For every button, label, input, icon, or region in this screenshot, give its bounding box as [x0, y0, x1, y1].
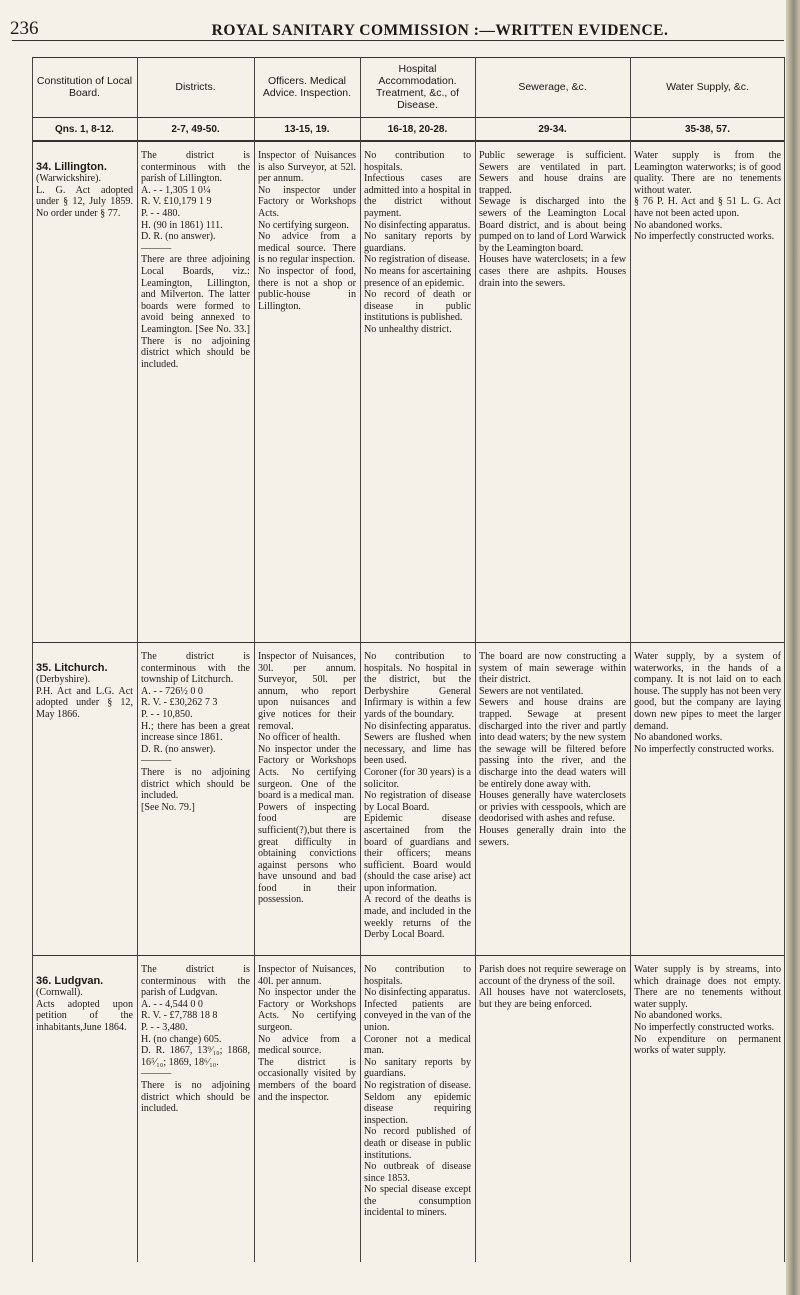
- ref-districts: 2-7, 49-50.: [171, 123, 220, 135]
- constitution-text: (Cornwall). Acts adopted upon petition of the inhabitants,June 1864.: [36, 987, 133, 1033]
- row-2-hospital: No contribution to hospitals. No hospital in the district, but the Derbyshire General Infirmary is within a few yards of the boundary. No disinfecting apparatus. Sewers are flushed when necessary, and lime has been used. Coroner (for 30 years) is a solicitor. No registration of disease by Local Board. Epidemic disease ascertained from the board of guardians and their officers; means sufficient. Board would (should the case arise) act upon information. A record of the deaths is made, and included in the weekly returns of the Derby Local Board.: [364, 651, 471, 941]
- running-title: ROYAL SANITARY COMMISSION :—WRITTEN EVIDENCE.: [211, 22, 669, 39]
- row-2-constitution: [32, 651, 137, 949]
- page-binding-edge: [786, 0, 800, 1295]
- rule-row-2: [32, 642, 785, 643]
- place-name: 34. Lillington.: [36, 160, 107, 173]
- row-2-officers: Inspector of Nuisances, 30l. per annum. Surveyor, 50l. per annum, who report upon nuisances and give notices for their removal. No officer of health. No inspector under the Factory or Workshops Acts. No certifying surgeon. One of the board is a medical man. Powers of inspecting food are sufficient(?),but there is great difficulty in obtaining convictions against persons who have unsound and bad food in their possession.: [258, 651, 356, 906]
- place-name: 35. Litchurch.: [36, 661, 108, 674]
- column-header-water: Water Supply, &c.: [666, 81, 749, 93]
- header-rule: [12, 40, 784, 41]
- column-header-officers: Officers. Medical Advice. Inspection.: [262, 75, 352, 99]
- row-3-officers: Inspector of Nuisances, 40l. per annum. No inspector under the Factory or Workshops Acts. No certifying surgeon. No advice from a medical source. The district is occasionally visited by members of the board and the inspector.: [258, 964, 356, 1103]
- column-header-sewerage: Sewerage, &c.: [518, 81, 587, 93]
- rule-under-headers: [32, 117, 785, 118]
- evidence-table: [32, 57, 785, 1262]
- row-3-constitution: [32, 964, 137, 1254]
- row-2-sewerage: The board are now constructing a system of main sewerage within their district. Sewers are not ventilated. Sewers and house drains are trapped. Sewage at present discharged into the river and partly into dead waters; by the new system the sewage will be filtered before passing into the river, and the discharge into the dead waters will be entirely done away with. Houses generally have waterclosets or privies with cesspools, which are deodorised with ashes and refuse. Houses generally drain into the sewers.: [479, 651, 626, 848]
- row-2-water: Water supply, by a system of waterworks, in the hands of a company. It is not laid on to each house. The supply has not been very good, but the company are laying down new pipes to meet the larger demand. No abandoned works. No imperfectly constructed works.: [634, 651, 781, 755]
- ref-hospital: 16-18, 20-28.: [387, 123, 448, 135]
- ref-constitution: Qns. 1, 8-12.: [55, 123, 114, 135]
- column-header-districts: Districts.: [175, 81, 216, 93]
- rule-top: [32, 57, 785, 58]
- row-3-districts: The district is conterminous with the parish of Ludgvan. A. - - 4,544 0 0 R. V. - £7,788 18 8 P. - - 3,480. H. (no change) 605. D. R. 1867, 13⁹⁄₁₀; 1868, 16⁵⁄₁₀; 1869, 18⁶⁄₁₀. ——— There is no adjoining district which should be included.: [141, 964, 250, 1115]
- rule-row-3: [32, 955, 785, 956]
- row-3-sewerage: Parish does not require sewerage on account of the dryness of the soil. All houses have not waterclosets, but they are being enforced.: [479, 964, 626, 1010]
- row-1-sewerage: Public sewerage is sufficient. Sewers are ventilated in part. Sewers and house drains are trapped. Sewage is discharged into the sewers of the Leamington Local Board district, and is about being pumped on to land of Lord Warwick by the Leamington board. Houses have waterclosets; in a few cases there are ashpits. Houses drain into the sewers.: [479, 150, 627, 289]
- column-header-constitution: Constitution of Local Board.: [36, 75, 133, 99]
- ref-officers: 13-15, 19.: [284, 123, 330, 135]
- row-3-water: Water supply is by streams, into which drainage does not empty. There are no tenements without water supply. No abandoned works. No imperfectly constructed works. No expenditure on permanent works of water supply.: [634, 964, 781, 1057]
- row-1-water: Water supply is from the Leamington waterworks; is of good quality. There are no tenements without water. § 76 P. H. Act and § 51 L. G. Act have not been acted upon. No abandoned works. No imperfectly constructed works.: [634, 150, 781, 243]
- row-1-constitution: [32, 150, 137, 630]
- row-2-districts: The district is conterminous with the township of Litchurch. A. - - 726½ 0 0 R. V. - £30,262 7 3 P. - - 10,850. H.; there has been a great increase since 1861. D. R. (no answer). ——— There is no adjoining district which should be included. [See No. 79.]: [141, 651, 250, 813]
- constitution-text: (Derbyshire). P.H. Act and L.G. Act adopted under § 12, May 1866.: [36, 674, 133, 720]
- column-header-hospital: Hospital Accommodation. Treatment, &c., of Disease.: [375, 63, 460, 111]
- row-1-districts: The district is conterminous with the parish of Lillington. A. - - 1,305 1 0¼ R. V. £10,179 1 9 P. - - 480. H. (90 in 1861) 111. D. R. (no answer). ——— There are three adjoining Local Boards, viz.: Leamington, Lillington, and Milverton. The latter boards were formed to avoid being annexed to Leamington. [See No. 33.] There is no adjoining district which should be included.: [141, 150, 250, 370]
- place-name: 36. Ludgvan.: [36, 974, 104, 987]
- constitution-text: (Warwickshire). L. G. Act adopted under § 12, July 1859. No order under § 77.: [36, 173, 133, 219]
- rule-under-refs: [32, 140, 785, 142]
- ref-sewerage: 29-34.: [538, 123, 567, 135]
- row-3-hospital: No contribution to hospitals. No disinfecting apparatus. Infected patients are conveyed in the van of the union. Coroner not a medical man. No sanitary reports by guardians. No registration of disease. Seldom any epidemic disease requiring inspection. No record published of death or disease in public institutions. No outbreak of disease since 1853. No special disease except the consumption incidental to miners.: [364, 964, 471, 1219]
- row-1-officers: Inspector of Nuisances is also Surveyor, at 52l. per annum. No inspector under Factory or Workshops Acts. No certifying surgeon. No advice from a medical source. There is no regular inspection. No inspector of food, there is not a shop or public-house in Lillington.: [258, 150, 356, 312]
- ref-water: 35-38, 57.: [684, 123, 731, 135]
- page-number: 236: [10, 18, 39, 39]
- row-1-hospital: No contribution to hospitals. Infectious cases are admitted into a hospital in the district without payment. No disinfecting apparatus. No sanitary reports by guardians. No registration of disease. No means for ascertaining presence of an epidemic. No record of death or disease in public institutions is published. No unhealthy district.: [364, 150, 471, 335]
